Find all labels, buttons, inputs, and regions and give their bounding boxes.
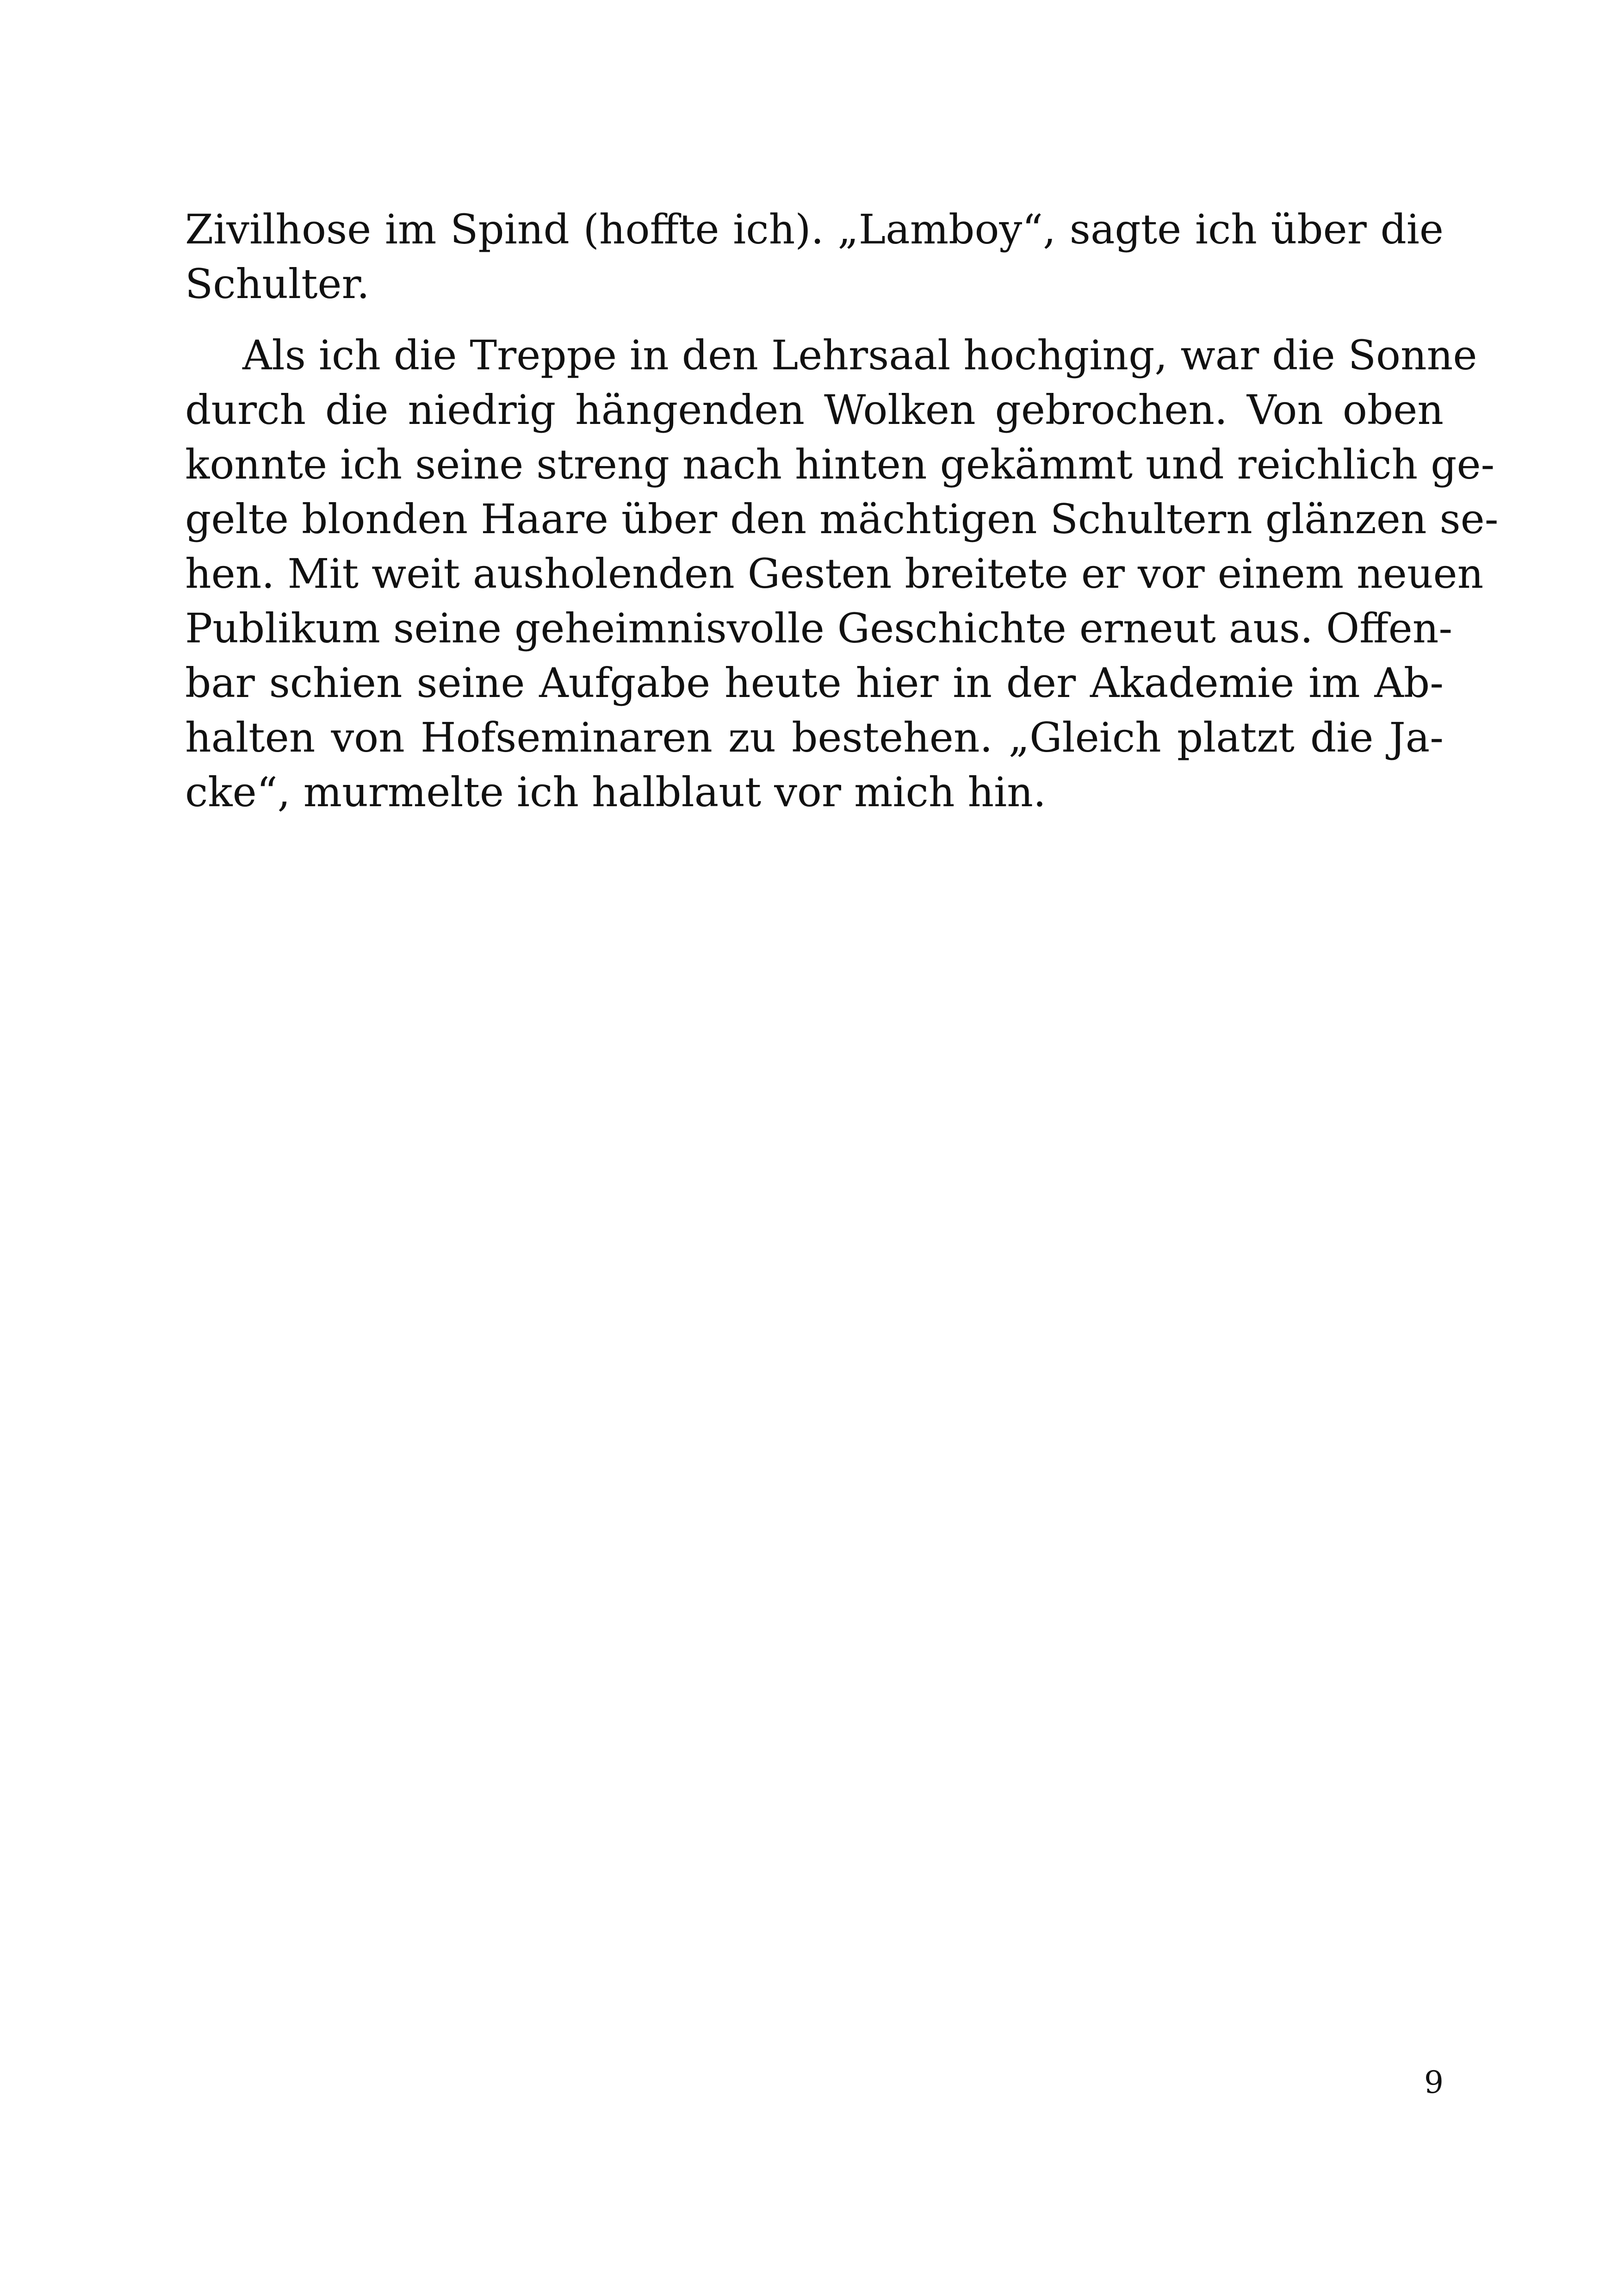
text-line: Publikum seine geheimnisvolle Geschichte erneut aus. Offen-: [185, 604, 1453, 652]
text-line: konnte ich seine streng nach hinten gekämmt und reichlich ge-: [185, 441, 1495, 488]
text-line: Schulter.: [185, 260, 370, 308]
paragraph: [185, 202, 1444, 311]
text-line: durch die niedrig hängenden Wolken gebrochen. Von oben: [185, 386, 1444, 434]
text-line: gelte blonden Haare über den mächtigen Schultern glänzen se-: [185, 495, 1499, 543]
paragraph: [185, 328, 1499, 820]
text-line: Als ich die Treppe in den Lehrsaal hochging, war die Sonne: [242, 331, 1477, 379]
paragraph-gap: [185, 311, 1444, 328]
text-line: cke“, murmelte ich halblaut vor mich hin.: [185, 768, 1046, 816]
text-line: halten von Hofseminaren zu bestehen. „Gleich platzt die Ja-: [185, 714, 1444, 761]
page-number: 9: [1424, 2065, 1444, 2100]
text-line: bar schien seine Aufgabe heute hier in der Akademie im Ab-: [185, 659, 1444, 707]
text-line: Zivilhose im Spind (hoffte ich). „Lamboy“, sagte ich über die: [185, 205, 1444, 253]
body-text: [185, 202, 1499, 820]
text-line: hen. Mit weit ausholenden Gesten breitete er vor einem neuen: [185, 550, 1484, 597]
